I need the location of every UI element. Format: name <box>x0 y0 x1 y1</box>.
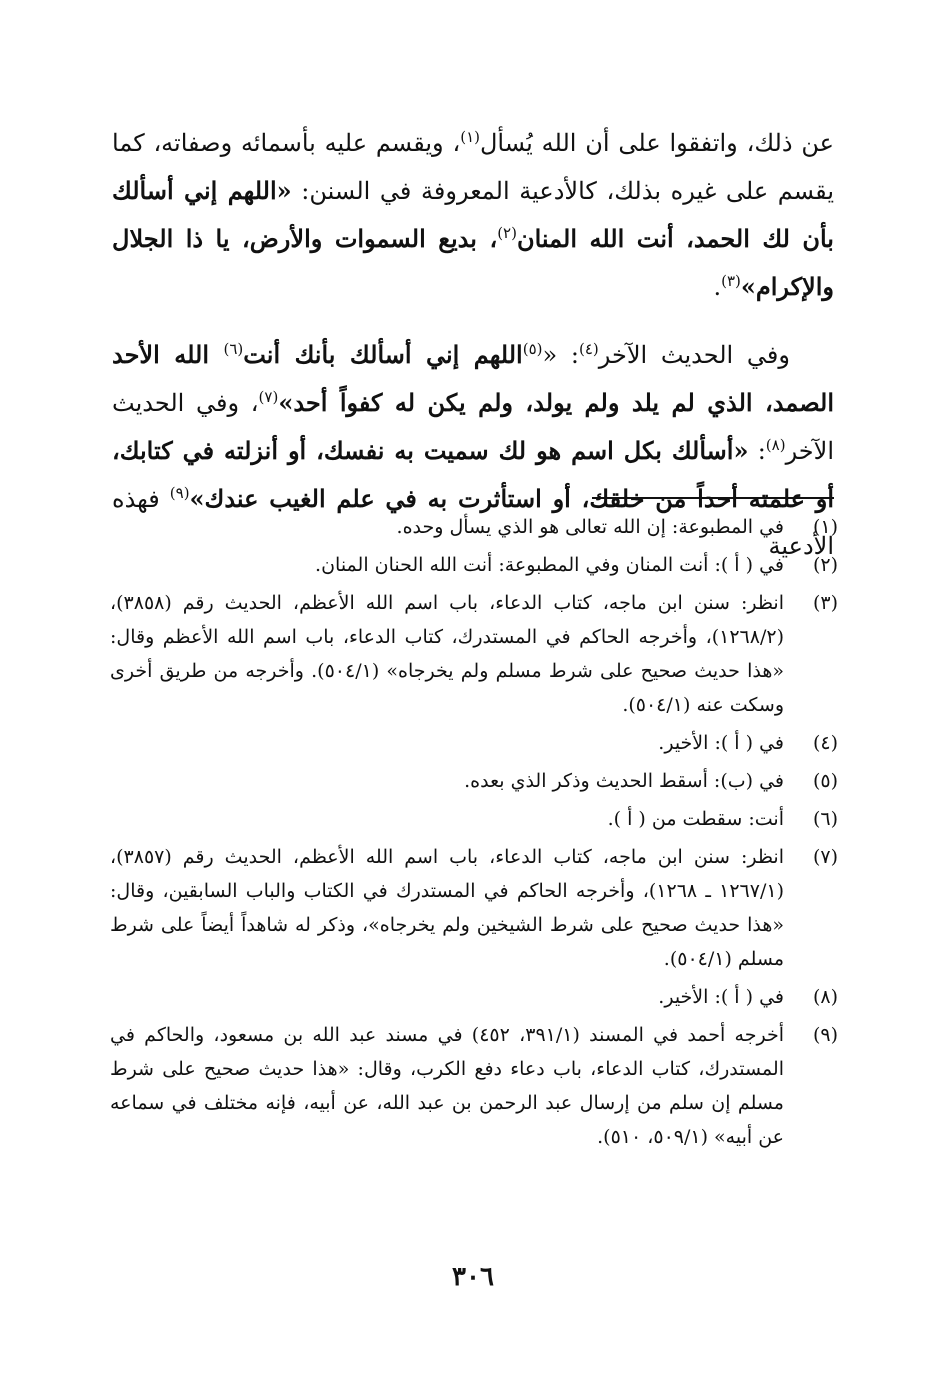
footnote-8 <box>110 980 838 1014</box>
footnote-text: أخرجه أحمد في المسند (٣٩١/١، ٤٥٢) في مسند عبد الله بن مسعود، والحاكم في المستدرك، كتاب الدعاء، باب دعاء دفع الكرب، وقال: «هذا حديث صحيح على شرط مسلم إن سلم من إرسال عبد الرحمن بن عبد الله، عن أبيه، فإنه مختلف في سماعه عن أبيه» (٥٠٩/١، ٥١٠). <box>110 1024 784 1148</box>
quoted-supplication: ، بديع السموات والأرض، يا ذا الجلال والإكرام» <box>112 224 834 301</box>
footnote-number: (٢) <box>812 554 838 576</box>
footnote-number: (٨) <box>812 986 838 1008</box>
footnote-text: انظر: سنن ابن ماجه، كتاب الدعاء، باب اسم الله الأعظم، الحديث رقم (٣٨٥٨)، (١٢٦٨/٢)، وأخرجه الحاكم في المستدرك، كتاب الدعاء، باب اسم الله الأعظم وقال: «هذا حديث صحيح على شرط مسلم ولم يخرجاه» (٥٠٤/١). وأخرجه من طريق أخرى وسكت عنه (٥٠٤/١). <box>110 592 784 716</box>
text-run: : « <box>542 341 579 369</box>
footnote-text: في المطبوعة: إن الله تعالى هو الذي يسأل وحده. <box>396 516 784 538</box>
text-run: . <box>713 273 722 301</box>
footnote-separator <box>592 497 834 499</box>
footnote-ref: (٩) <box>169 484 190 502</box>
paragraph-1 <box>112 120 834 311</box>
footnote-text: في (ب): أسقط الحديث وذكر الذي بعده. <box>464 770 784 792</box>
footnote-2 <box>110 548 838 582</box>
main-text <box>112 120 834 570</box>
text-run: وفي الحديث الآخر <box>598 341 790 369</box>
footnote-text: في ( أ ): الأخير. <box>658 986 784 1008</box>
footnote-3 <box>110 586 838 722</box>
page-number: ٣٠٦ <box>452 1262 494 1292</box>
footnote-text: أنت: سقطت من ( أ ). <box>607 808 784 830</box>
footnote-text: في ( أ ): أنت المنان وفي المطبوعة: أنت الله الحنان المنان. <box>315 554 784 576</box>
footnote-ref: (٦) <box>223 340 244 358</box>
footnote-number: (٩) <box>812 1024 838 1046</box>
footnote-7 <box>110 840 838 976</box>
text-run: ، وفي الحديث الآخر <box>112 389 834 465</box>
footnote-number: (٥) <box>812 770 838 792</box>
footnote-4 <box>110 726 838 760</box>
text-run: عن ذلك، واتفقوا على أن الله يُسأل <box>479 129 834 157</box>
footnote-ref: (٥) <box>522 340 543 358</box>
quoted-supplication: «أسألك بكل اسم هو لك سميت به نفسك، أو أنزلته في كتابك، أو علمته أحداً من خلقك، أو استأثرت به في علم الغيب عندك» <box>112 436 834 513</box>
text-run: : <box>748 437 766 465</box>
footnote-number: (٧) <box>812 846 838 868</box>
footnote-number: (٤) <box>812 732 838 754</box>
footnote-text: انظر: سنن ابن ماجه، كتاب الدعاء، باب اسم الله الأعظم، الحديث رقم (٣٨٥٧)، (١٢٦٧/١ ـ ١٢٦٨)، وأخرجه الحاكم في المستدرك في الكتاب والباب السابقين، وقال: «هذا حديث صحيح على شرط الشيخين ولم يخرجاه»، وذكر له شاهداً أيضاً على شرط مسلم (٥٠٤/١). <box>110 846 784 970</box>
footnote-number: (٦) <box>812 808 838 830</box>
footnote-ref: (٤) <box>578 340 599 358</box>
footnote-ref: (٢) <box>497 224 517 242</box>
footnote-1 <box>110 510 838 544</box>
quoted-supplication: اللهم إني أسألك بأنك أنت <box>243 340 523 369</box>
footnote-ref: (٨) <box>765 436 786 454</box>
footnote-text: في ( أ ): الأخير. <box>658 732 784 754</box>
footnotes <box>110 510 838 1158</box>
footnote-6 <box>110 802 838 836</box>
footnote-ref: (٣) <box>721 272 741 290</box>
footnote-number: (١) <box>812 516 838 538</box>
footnote-5 <box>110 764 838 798</box>
quoted-supplication: الله الأحد الصمد، الذي لم يلد ولم يولد، ولم يكن له كفواً أحد» <box>112 340 835 417</box>
text-run: فهذه الأدعية <box>112 485 834 560</box>
footnote-9 <box>110 1018 838 1154</box>
footnote-ref: (٧) <box>258 388 279 406</box>
footnote-ref: (١) <box>460 128 480 146</box>
footnote-number: (٣) <box>812 592 838 614</box>
text-run: ، ويقسم عليه بأسمائه وصفاته، كما يقسم على غيره بذلك، كالأدعية المعروفة في السنن: <box>112 129 834 205</box>
quoted-supplication: «اللهم إني أسألك بأن لك الحمد، أنت الله المنان <box>112 176 834 253</box>
